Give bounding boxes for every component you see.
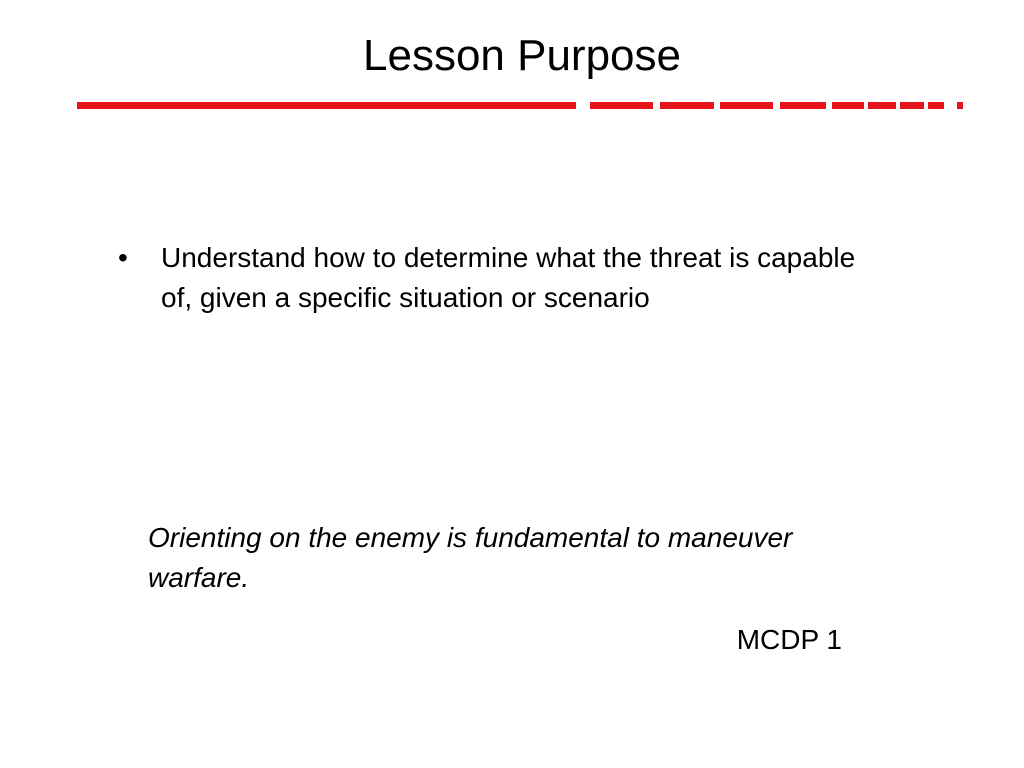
rule-segment <box>832 102 864 109</box>
quote-text: Orienting on the enemy is fundamental to maneuver warfare. <box>148 522 793 593</box>
rule-segment <box>900 102 924 109</box>
rule-segment <box>780 102 826 109</box>
bullet-text: Understand how to determine what the threat is capable of, given a specific situation or scenario <box>161 242 856 313</box>
rule-segment-long <box>77 102 576 109</box>
rule-segment <box>660 102 714 109</box>
rule-segment <box>590 102 653 109</box>
bullet-item <box>118 238 858 318</box>
slide-title: Lesson Purpose <box>363 31 681 80</box>
bullet-list <box>118 238 858 318</box>
bullet-icon: • <box>118 242 128 273</box>
rule-segment <box>868 102 896 109</box>
quote-attribution: MCDP 1 <box>736 624 842 655</box>
rule-segment <box>720 102 773 109</box>
rule-segment-dot <box>957 102 963 109</box>
title-underline-rule <box>77 101 967 111</box>
rule-segment <box>928 102 944 109</box>
